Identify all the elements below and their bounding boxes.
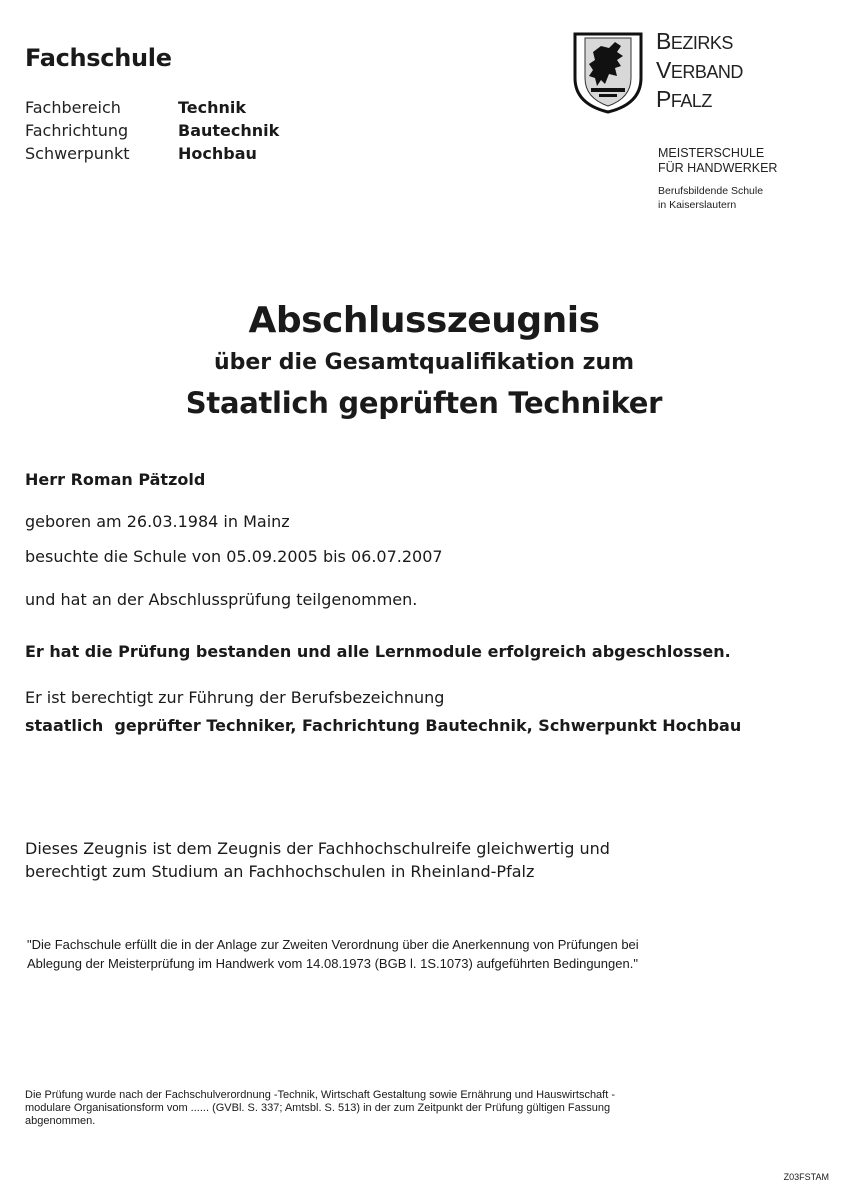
info-label: Fachbereich — [25, 98, 121, 117]
exam-info: und hat an der Abschlussprüfung teilgenommen. — [25, 590, 418, 609]
bezirksverband-wordmark — [656, 28, 743, 115]
footnote-line: Die Prüfung wurde nach der Fachschulverordnung -Technik, Wirtschaft Gestaltung sowie Ernährung und Hauswirtschaft - — [25, 1089, 616, 1101]
wordmark-line: BEZIRKS — [656, 28, 733, 54]
birth-info: geboren am 26.03.1984 in Mainz — [25, 512, 290, 531]
institution-line: in Kaiserslautern — [658, 199, 737, 211]
form-code: Z03FSTAM — [783, 1172, 829, 1182]
info-value: Technik — [178, 98, 247, 117]
exam-result: Er hat die Prüfung bestanden und alle Lernmodule erfolgreich abgeschlossen. — [25, 642, 731, 661]
document-subtitle: über die Gesamtqualifikation zum — [213, 350, 635, 375]
info-row-focus — [25, 142, 279, 165]
institution-line: FÜR HANDWERKER — [658, 161, 778, 175]
institution-line: MEISTERSCHULE — [658, 146, 765, 160]
coat-of-arms-logo — [571, 30, 645, 114]
student-name: Herr Roman Pätzold — [25, 470, 206, 489]
info-label: Fachrichtung — [25, 121, 129, 140]
school-type-heading: Fachschule — [25, 44, 172, 72]
institution-name — [658, 146, 777, 176]
professional-title: staatlich geprüfter Techniker, Fachrichtung Bautechnik, Schwerpunkt Hochbau — [25, 716, 742, 735]
equivalence-line: Dieses Zeugnis ist dem Zeugnis der Fachhochschulreife gleichwertig und — [25, 839, 610, 858]
degree-title: Staatlich geprüften Techniker — [185, 386, 663, 420]
legal-quote — [27, 935, 767, 973]
info-value: Hochbau — [178, 144, 257, 163]
info-value: Bautechnik — [178, 121, 280, 140]
program-info — [25, 96, 279, 165]
quote-line: Ablegung der Meisterprüfung im Handwerk vom 14.08.1973 (BGB l. 1S.1073) aufgeführten Bedingungen." — [27, 956, 638, 971]
quote-line: "Die Fachschule erfüllt die in der Anlage zur Zweiten Verordnung über die Anerkennung von Prüfungen bei — [27, 937, 639, 952]
info-row-direction — [25, 119, 279, 142]
institution-subtitle — [658, 184, 763, 212]
document-title: Abschlusszeugnis — [248, 300, 600, 341]
wordmark-line: VERBAND — [656, 57, 743, 83]
legal-footnote — [25, 1089, 725, 1128]
footnote-line: abgenommen. — [25, 1115, 96, 1127]
equivalence-line: berechtigt zum Studium an Fachhochschulen in Rheinland-Pfalz — [25, 862, 535, 881]
info-row-department — [25, 96, 279, 119]
institution-line: Berufsbildende Schule — [658, 185, 764, 197]
footnote-line: modulare Organisationsform vom ...... (GVBl. S. 337; Amtsbl. S. 513) in der zum Zeitpunkt der Prüfung gültigen Fassung — [25, 1102, 611, 1114]
wordmark-line: PFALZ — [656, 86, 712, 112]
attendance-info: besuchte die Schule von 05.09.2005 bis 06.07.2007 — [25, 547, 443, 566]
entitlement-intro: Er ist berechtigt zur Führung der Berufsbezeichnung — [25, 688, 445, 707]
info-label: Schwerpunkt — [25, 144, 130, 163]
